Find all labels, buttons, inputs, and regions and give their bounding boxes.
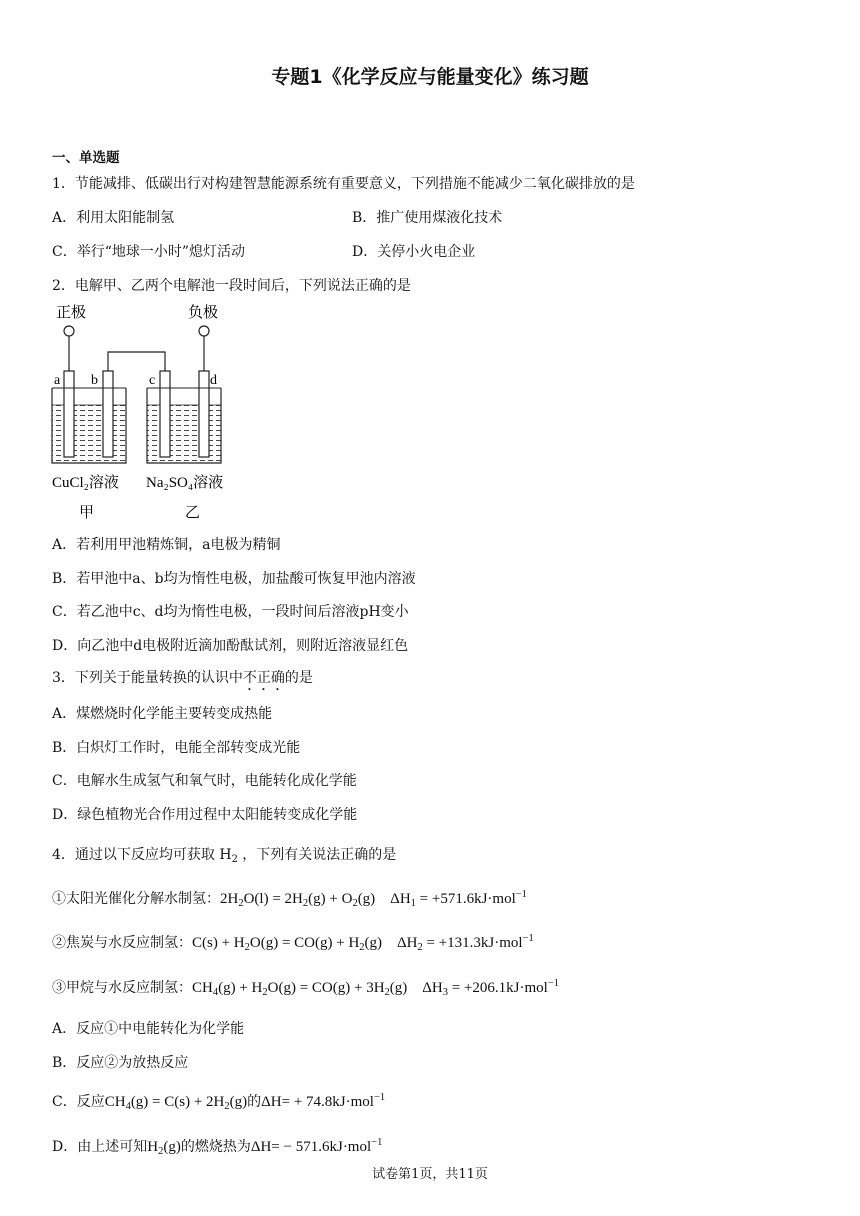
connecting-wire	[108, 352, 165, 371]
q3-emphasis: 不正确	[242, 670, 285, 686]
right-solution-label: Na₂SO₄溶液	[146, 475, 224, 491]
q1-option-a: A．利用太阳能制氢	[52, 210, 175, 226]
electrode-d-label: d	[210, 373, 217, 388]
electrode-b	[103, 371, 113, 457]
positive-terminal-label: 正极	[56, 305, 87, 321]
q1-option-c: C．举行“地球一小时”熄灯活动	[52, 244, 246, 260]
q4-option-b: B．反应②为放热反应	[52, 1055, 189, 1071]
q4-option-d: D．由上述可知$H_2(g)$的燃烧热为ΔH= − 571.6kJ·mol$^{-1}$	[52, 1137, 383, 1157]
beaker-yi	[147, 388, 221, 463]
electrode-c	[160, 371, 170, 457]
electrode-c-label: c	[149, 373, 156, 388]
q4-option-a: A．反应①中电能转化为化学能	[52, 1021, 245, 1037]
positive-terminal-icon	[64, 326, 74, 336]
beaker-jia	[52, 388, 126, 463]
left-cell-name: 甲	[79, 505, 95, 521]
reaction-1: ①太阳光催化分解水制氢：$2H_2O(l) = 2H_2(g) + O_2(g)$ $\Delta H_1 = +571.6kJ\cdot mol^{-1}$	[52, 889, 527, 909]
right-cell-name: 乙	[185, 505, 201, 521]
q2-option-d: D．向乙池中d电极附近滴加酚酞试剂，则附近溶液显红色	[52, 638, 409, 654]
q2-option-b: B．若甲池中a、b均为惰性电极，加盐酸可恢复甲池内溶液	[52, 571, 416, 587]
page-title: 专题1《化学反应与能量变化》练习题	[271, 66, 589, 88]
negative-terminal-label: 负极	[188, 305, 219, 321]
q1-option-d: D．关停小火电企业	[352, 244, 476, 260]
reaction-2: ②焦炭与水反应制氢：$C(s) + H_2O(g) = CO(g) + H_2(g)$ $\Delta H_2 = +131.3kJ\cdot mol^{-1}$	[52, 933, 534, 953]
q3-option-c: C．电解水生成氢气和氧气时，电能转化成化学能	[52, 773, 357, 789]
q4-stem: 4．通过以下反应均可获取 $H_2$ ，下列有关说法正确的是	[52, 847, 397, 865]
electrolysis-diagram	[48, 298, 238, 522]
negative-terminal-icon	[199, 326, 209, 336]
q1-option-b: B．推广使用煤液化技术	[352, 210, 503, 226]
q2-option-c: C．若乙池中c、d均为惰性电极，一段时间后溶液pH变小	[52, 604, 409, 620]
electrode-b-label: b	[91, 373, 98, 388]
electrode-a-label: a	[54, 373, 61, 388]
electrode-d	[199, 371, 209, 457]
q1-stem: 1．节能减排、低碳出行对构建智慧能源系统有重要意义，下列措施不能减少二氧化碳排放的是	[52, 176, 635, 192]
q3-option-b: B．白炽灯工作时，电能全部转变成光能	[52, 740, 301, 756]
q3-stem: 3．下列关于能量转换的认识中不正确的是	[52, 670, 313, 686]
left-solution-label: CuCl₂溶液	[52, 475, 119, 491]
q4-option-c: C．反应$CH_4(g) = C(s) + 2H_2(g)$的ΔH= + 74.8kJ·mol$^{-1}$	[52, 1092, 386, 1112]
section-heading: 一、单选题	[52, 150, 120, 166]
reaction-3: ③甲烷与水反应制氢：$CH_4(g) + H_2O(g) = CO(g) + 3H_2(g)$ $\Delta H_3 = +206.1kJ\cdot mol^{-1}$	[52, 978, 560, 998]
q3-option-d: D．绿色植物光合作用过程中太阳能转变成化学能	[52, 807, 358, 823]
q3-option-a: A．煤燃烧时化学能主要转变成热能	[52, 706, 273, 722]
electrode-a	[64, 371, 74, 457]
page-footer: 试卷第1页，共11页	[372, 1167, 488, 1182]
q2-option-a: A．若利用甲池精炼铜，a电极为精铜	[52, 537, 281, 553]
q2-stem: 2．电解甲、乙两个电解池一段时间后，下列说法正确的是	[52, 278, 411, 294]
